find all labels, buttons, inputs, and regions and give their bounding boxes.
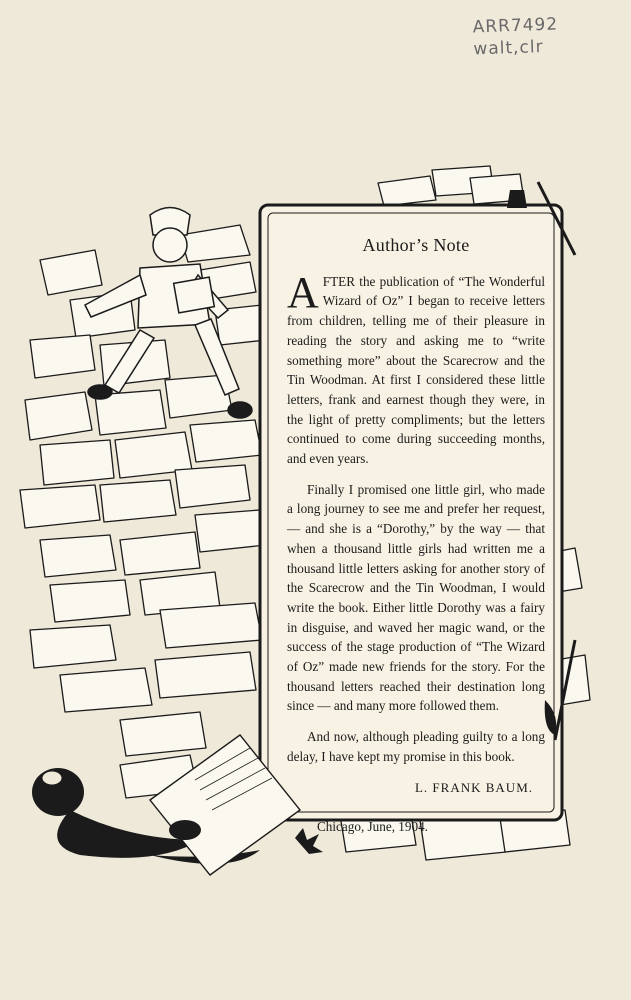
letter-envelope bbox=[120, 712, 206, 756]
letter-envelope bbox=[60, 668, 152, 712]
catalog-initials: walt,clr bbox=[473, 36, 544, 60]
paragraph-1 bbox=[287, 267, 545, 469]
paragraph-2: Finally I promised one little girl, who made a long journey to see me and prefer her request, — and she is a “Dorothy,” by the way — that when a thousand little girls had written me a thousand little letters asking for another story of the Scarecrow and the Tin Woodman, I would write the book. Either little Dorothy was a fairy in disguise, and waved her magic wand, or the success of the stage production of “The Wizard of Oz” made new friends for the story. For the thousand letters reached their destination long since — and many more followed them. bbox=[287, 481, 545, 714]
letter-envelope bbox=[180, 225, 250, 262]
letter-envelope bbox=[40, 250, 102, 295]
letter-envelope bbox=[155, 652, 256, 698]
letter-envelope bbox=[20, 485, 100, 528]
paragraph-1-text: FTER the publication of “The Wonderful Wizard of Oz” I began to receive letters from children, telling me of their pleasure in reading the story and asking me to “write something more” about the Scarecrow and the Tin Woodman. At first I considered these little letters, frank and earnest though they were, in the light of pretty compliments; but the letters continued to come during succeeding months, and even years. bbox=[287, 273, 545, 467]
letter-envelope bbox=[160, 603, 262, 648]
letter-envelope bbox=[100, 480, 176, 522]
letter-envelope bbox=[195, 510, 266, 552]
letter-envelope bbox=[40, 440, 114, 485]
letter-envelope bbox=[190, 420, 262, 462]
letter-envelope bbox=[30, 625, 116, 668]
letter-envelope bbox=[40, 535, 116, 577]
authors-note-block bbox=[287, 228, 545, 837]
page-title: Author’s Note bbox=[362, 235, 470, 255]
letter-envelope bbox=[120, 532, 200, 575]
letter-envelope bbox=[25, 392, 92, 440]
letter-envelope bbox=[50, 580, 130, 622]
letter-envelope bbox=[378, 176, 436, 206]
letter-envelope bbox=[175, 465, 250, 508]
inkwell bbox=[507, 190, 527, 208]
letter-envelope bbox=[30, 335, 95, 378]
place-date: Chicago, June, 1904. bbox=[317, 819, 428, 835]
drop-cap: A bbox=[287, 267, 319, 317]
paragraph-3: And now, although pleading guilty to a long delay, I have kept my promise in this book. bbox=[287, 729, 545, 764]
catalog-number: ARR7492 bbox=[472, 14, 559, 38]
signature: L. FRANK BAUM. bbox=[414, 779, 533, 795]
